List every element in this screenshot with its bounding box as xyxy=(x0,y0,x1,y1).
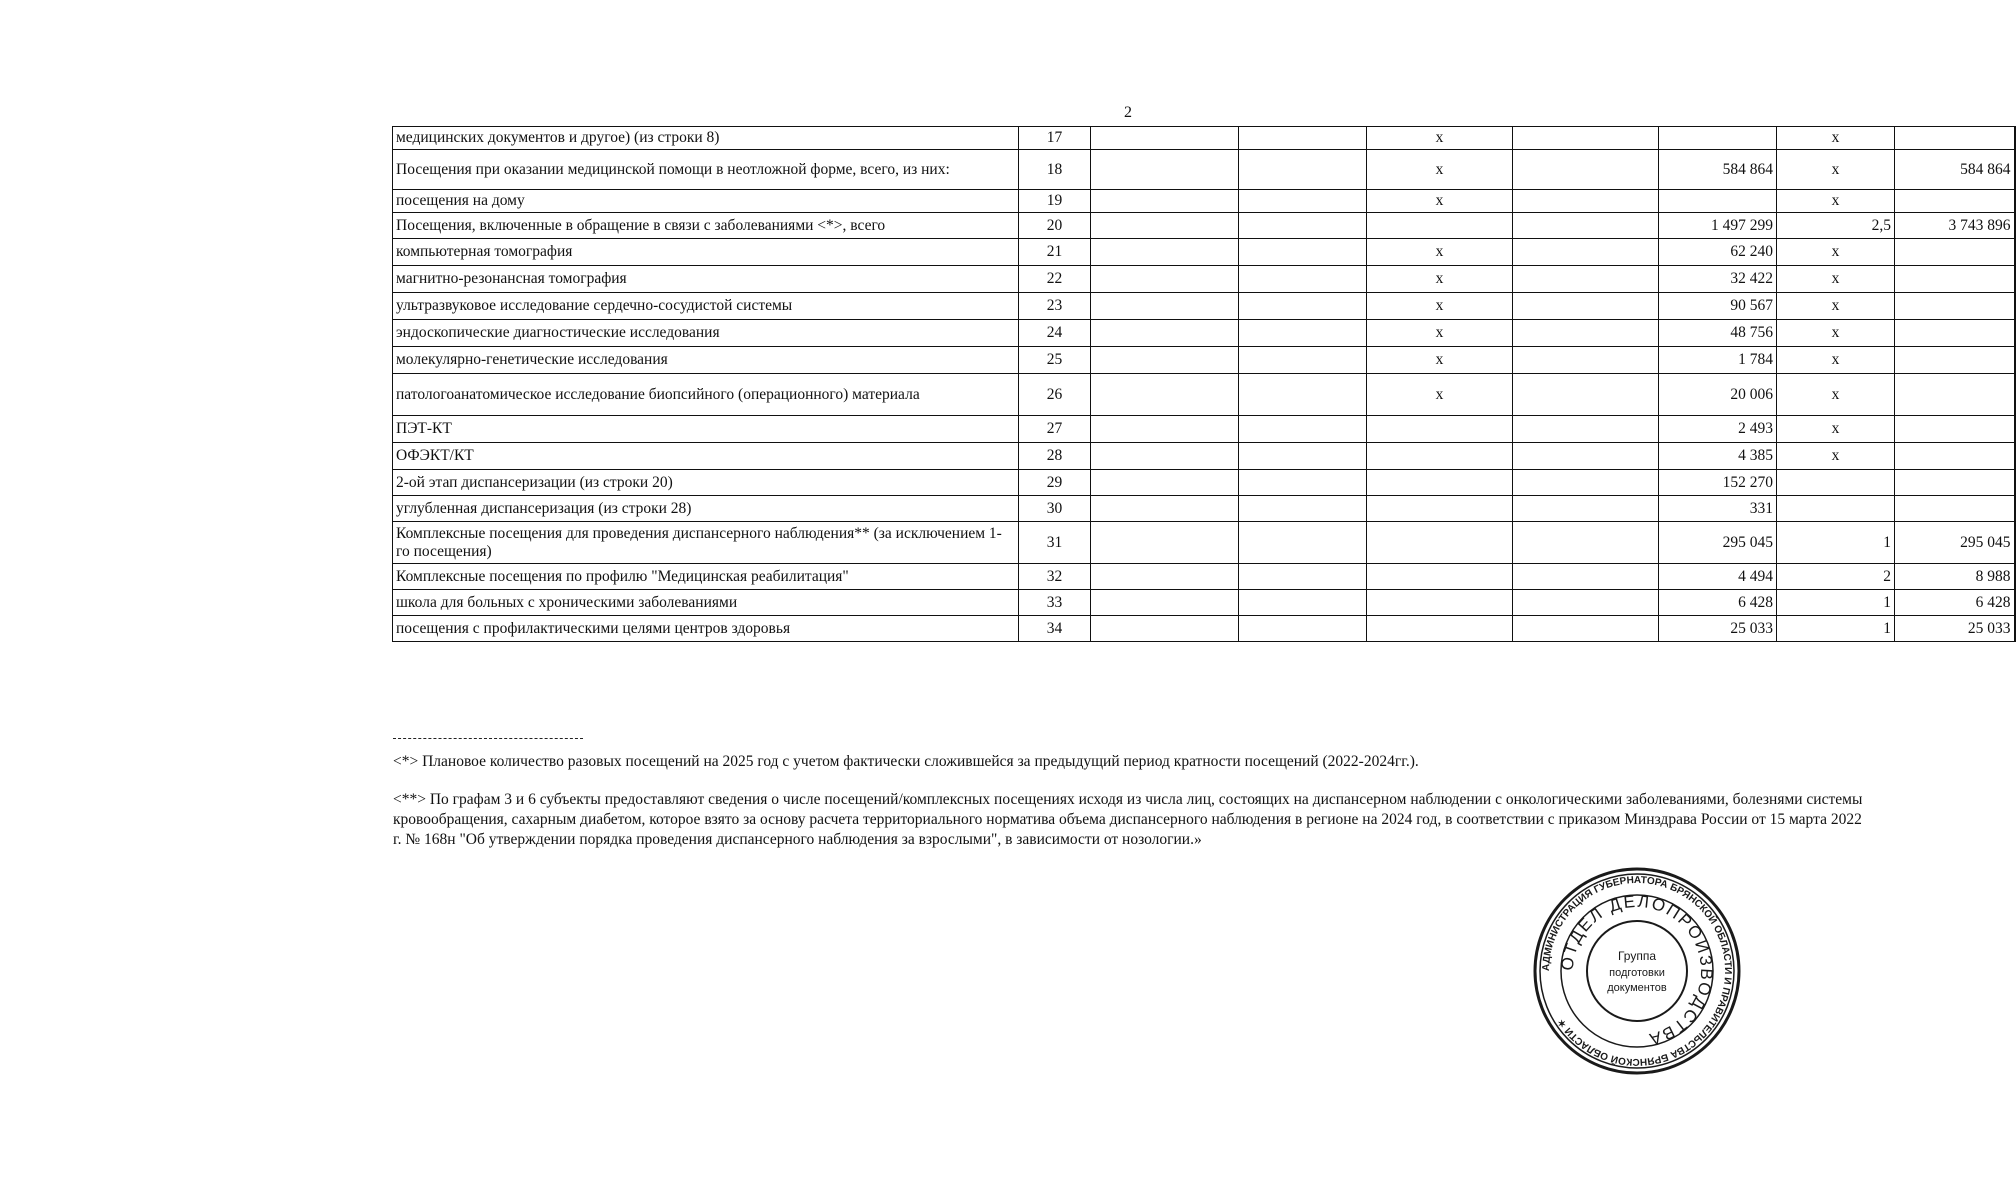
cell-col-3: х xyxy=(1367,190,1513,213)
table-row xyxy=(393,150,2015,190)
row-label: школа для больных с хроническими заболеваниями xyxy=(393,590,1019,616)
footnote-separator xyxy=(393,738,583,739)
cell-col-5: 584 864 xyxy=(1659,150,1777,190)
cell-col-2 xyxy=(1239,293,1367,320)
cell-col-4 xyxy=(1513,293,1659,320)
cell-col-4 xyxy=(1513,374,1659,416)
table-row xyxy=(393,347,2015,374)
cell-col-5: 48 756 xyxy=(1659,320,1777,347)
stamp-center-line-1: Группа xyxy=(1617,949,1657,963)
stamp-middle-text: ОТДЕЛ ДЕЛОПРОИЗВОДСТВА xyxy=(1557,891,1717,1050)
footnote-1: <*> Плановое количество разовых посещений на 2025 год с учетом фактически сложившейся за предыдущий период кратности посещений (2022-2024гг.). xyxy=(393,753,1419,770)
cell-col-5 xyxy=(1659,127,1777,150)
cell-col-5: 6 428 xyxy=(1659,590,1777,616)
row-label: Комплексные посещения для проведения диспансерного наблюдения** (за исключением 1-го посещения) xyxy=(393,522,1019,564)
table-row xyxy=(393,443,2015,470)
cell-col-3 xyxy=(1367,496,1513,522)
cell-col-6: х xyxy=(1777,239,1895,266)
cell-col-4 xyxy=(1513,443,1659,470)
table-row xyxy=(393,190,2015,213)
row-label: ультразвуковое исследование сердечно-сосудистой системы xyxy=(393,293,1019,320)
cell-col-6: х xyxy=(1777,266,1895,293)
table-row xyxy=(393,374,2015,416)
data-table xyxy=(392,126,2016,642)
table-row xyxy=(393,239,2015,266)
row-number: 19 xyxy=(1019,190,1091,213)
row-label: посещения на дому xyxy=(393,190,1019,213)
cell-col-3 xyxy=(1367,443,1513,470)
cell-col-7 xyxy=(1895,127,2015,150)
row-label: посещения с профилактическими целями центров здоровья xyxy=(393,616,1019,642)
table-row xyxy=(393,127,2015,150)
cell-col-7 xyxy=(1895,293,2015,320)
cell-col-3 xyxy=(1367,590,1513,616)
cell-col-5: 62 240 xyxy=(1659,239,1777,266)
table-row xyxy=(393,616,2015,642)
cell-col-4 xyxy=(1513,347,1659,374)
cell-col-6: х xyxy=(1777,320,1895,347)
cell-col-3: х xyxy=(1367,374,1513,416)
cell-col-5: 1 784 xyxy=(1659,347,1777,374)
row-number: 23 xyxy=(1019,293,1091,320)
row-number: 26 xyxy=(1019,374,1091,416)
cell-col-4 xyxy=(1513,590,1659,616)
row-label: ПЭТ-КТ xyxy=(393,416,1019,443)
table-row xyxy=(393,293,2015,320)
cell-col-6: 1 xyxy=(1777,522,1895,564)
cell-col-5: 4 494 xyxy=(1659,564,1777,590)
row-number: 25 xyxy=(1019,347,1091,374)
cell-col-6: х xyxy=(1777,127,1895,150)
cell-col-4 xyxy=(1513,213,1659,239)
cell-col-6: х xyxy=(1777,416,1895,443)
official-stamp xyxy=(1532,866,1742,1076)
cell-col-7 xyxy=(1895,190,2015,213)
cell-col-1 xyxy=(1091,374,1239,416)
cell-col-1 xyxy=(1091,616,1239,642)
table-row xyxy=(393,496,2015,522)
cell-col-2 xyxy=(1239,496,1367,522)
cell-col-7 xyxy=(1895,347,2015,374)
cell-col-7 xyxy=(1895,320,2015,347)
cell-col-4 xyxy=(1513,320,1659,347)
stamp-outer-text: АДМИНИСТРАЦИЯ ГУБЕРНАТОРА БРЯНСКОЙ ОБЛАСТИ И ПРАВИТЕЛЬСТВА БРЯНСКОЙ ОБЛАСТИ ✶ xyxy=(1540,874,1734,1068)
cell-col-7: 3 743 896 xyxy=(1895,213,2015,239)
cell-col-1 xyxy=(1091,470,1239,496)
row-number: 24 xyxy=(1019,320,1091,347)
cell-col-3 xyxy=(1367,213,1513,239)
cell-col-4 xyxy=(1513,470,1659,496)
cell-col-6: х xyxy=(1777,347,1895,374)
row-label: Посещения при оказании медицинской помощи в неотложной форме, всего, из них: xyxy=(393,150,1019,190)
row-label: Комплексные посещения по профилю "Медицинская реабилитация" xyxy=(393,564,1019,590)
row-number: 29 xyxy=(1019,470,1091,496)
cell-col-1 xyxy=(1091,590,1239,616)
cell-col-4 xyxy=(1513,190,1659,213)
row-number: 27 xyxy=(1019,416,1091,443)
cell-col-3 xyxy=(1367,522,1513,564)
cell-col-5: 4 385 xyxy=(1659,443,1777,470)
cell-col-6: х xyxy=(1777,374,1895,416)
stamp-center-line-2: подготовки xyxy=(1609,967,1665,979)
table-body xyxy=(393,127,2015,642)
cell-col-2 xyxy=(1239,127,1367,150)
row-label: компьютерная томография xyxy=(393,239,1019,266)
cell-col-2 xyxy=(1239,239,1367,266)
cell-col-3 xyxy=(1367,564,1513,590)
cell-col-2 xyxy=(1239,213,1367,239)
cell-col-6: х xyxy=(1777,293,1895,320)
table-row xyxy=(393,564,2015,590)
row-label: ОФЭКТ/КТ xyxy=(393,443,1019,470)
cell-col-3: х xyxy=(1367,293,1513,320)
cell-col-7: 25 033 xyxy=(1895,616,2015,642)
cell-col-3: х xyxy=(1367,347,1513,374)
cell-col-6: 2,5 xyxy=(1777,213,1895,239)
cell-col-1 xyxy=(1091,127,1239,150)
row-label: магнитно-резонансная томография xyxy=(393,266,1019,293)
cell-col-4 xyxy=(1513,522,1659,564)
cell-col-1 xyxy=(1091,293,1239,320)
row-label: патологоанатомическое исследование биопсийного (операционного) материала xyxy=(393,374,1019,416)
cell-col-2 xyxy=(1239,590,1367,616)
cell-col-1 xyxy=(1091,150,1239,190)
cell-col-2 xyxy=(1239,522,1367,564)
cell-col-7 xyxy=(1895,496,2015,522)
cell-col-6 xyxy=(1777,496,1895,522)
cell-col-1 xyxy=(1091,416,1239,443)
cell-col-1 xyxy=(1091,564,1239,590)
cell-col-2 xyxy=(1239,443,1367,470)
row-number: 18 xyxy=(1019,150,1091,190)
cell-col-6: х xyxy=(1777,190,1895,213)
cell-col-5: 2 493 xyxy=(1659,416,1777,443)
cell-col-1 xyxy=(1091,522,1239,564)
cell-col-5 xyxy=(1659,190,1777,213)
cell-col-2 xyxy=(1239,347,1367,374)
row-label: Посещения, включенные в обращение в связи с заболеваниями <*>, всего xyxy=(393,213,1019,239)
cell-col-2 xyxy=(1239,416,1367,443)
cell-col-2 xyxy=(1239,616,1367,642)
cell-col-5: 90 567 xyxy=(1659,293,1777,320)
row-label: молекулярно-генетические исследования xyxy=(393,347,1019,374)
cell-col-4 xyxy=(1513,239,1659,266)
cell-col-3 xyxy=(1367,416,1513,443)
stamp-center-line-3: документов xyxy=(1607,982,1667,994)
table-row xyxy=(393,266,2015,293)
row-label: медицинских документов и другое) (из строки 8) xyxy=(393,127,1019,150)
cell-col-5: 20 006 xyxy=(1659,374,1777,416)
row-number: 20 xyxy=(1019,213,1091,239)
cell-col-6: х xyxy=(1777,150,1895,190)
cell-col-5: 1 497 299 xyxy=(1659,213,1777,239)
cell-col-2 xyxy=(1239,374,1367,416)
cell-col-4 xyxy=(1513,127,1659,150)
cell-col-3: х xyxy=(1367,320,1513,347)
cell-col-7 xyxy=(1895,374,2015,416)
cell-col-1 xyxy=(1091,266,1239,293)
cell-col-3: х xyxy=(1367,266,1513,293)
cell-col-1 xyxy=(1091,239,1239,266)
row-number: 22 xyxy=(1019,266,1091,293)
cell-col-7: 584 864 xyxy=(1895,150,2015,190)
row-number: 30 xyxy=(1019,496,1091,522)
row-number: 34 xyxy=(1019,616,1091,642)
table-row xyxy=(393,213,2015,239)
table-row xyxy=(393,320,2015,347)
row-number: 28 xyxy=(1019,443,1091,470)
cell-col-5: 152 270 xyxy=(1659,470,1777,496)
cell-col-7 xyxy=(1895,416,2015,443)
cell-col-5: 331 xyxy=(1659,496,1777,522)
cell-col-3: х xyxy=(1367,127,1513,150)
cell-col-7 xyxy=(1895,443,2015,470)
cell-col-4 xyxy=(1513,496,1659,522)
cell-col-2 xyxy=(1239,266,1367,293)
table-row xyxy=(393,590,2015,616)
cell-col-3: х xyxy=(1367,150,1513,190)
cell-col-4 xyxy=(1513,266,1659,293)
row-label: эндоскопические диагностические исследования xyxy=(393,320,1019,347)
row-number: 21 xyxy=(1019,239,1091,266)
cell-col-1 xyxy=(1091,496,1239,522)
cell-col-1 xyxy=(1091,190,1239,213)
cell-col-6: 2 xyxy=(1777,564,1895,590)
cell-col-3: х xyxy=(1367,239,1513,266)
cell-col-4 xyxy=(1513,616,1659,642)
cell-col-5: 295 045 xyxy=(1659,522,1777,564)
cell-col-7: 6 428 xyxy=(1895,590,2015,616)
cell-col-3 xyxy=(1367,470,1513,496)
cell-col-6: х xyxy=(1777,443,1895,470)
table-row xyxy=(393,416,2015,443)
cell-col-1 xyxy=(1091,443,1239,470)
cell-col-2 xyxy=(1239,190,1367,213)
row-number: 32 xyxy=(1019,564,1091,590)
cell-col-5: 25 033 xyxy=(1659,616,1777,642)
cell-col-3 xyxy=(1367,616,1513,642)
cell-col-1 xyxy=(1091,213,1239,239)
cell-col-6: 1 xyxy=(1777,616,1895,642)
cell-col-1 xyxy=(1091,320,1239,347)
cell-col-1 xyxy=(1091,347,1239,374)
footnote-2: <**> По графам 3 и 6 субъекты предоставляют сведения о числе посещений/комплексных посещениях исходя из числа лиц, состоящих на диспансерном наблюдении с онкологическими заболеваниями, болезнями системы кровообращения, сахарным диабетом, которое взято за основу расчета территориального норматива объема диспансерного наблюдения в регионе на 2024 год, в соответствии с приказом Минздрава России от 15 марта 2022 г. № 168н "Об утверждении порядка проведения диспансерного наблюдения за взрослыми", в зависимости от нозологии.» xyxy=(393,791,1863,848)
cell-col-7 xyxy=(1895,266,2015,293)
cell-col-7: 295 045 xyxy=(1895,522,2015,564)
cell-col-5: 32 422 xyxy=(1659,266,1777,293)
table-row xyxy=(393,522,2015,564)
row-label: 2-ой этап диспансеризации (из строки 20) xyxy=(393,470,1019,496)
row-number: 17 xyxy=(1019,127,1091,150)
cell-col-4 xyxy=(1513,564,1659,590)
cell-col-7: 8 988 xyxy=(1895,564,2015,590)
cell-col-6: 1 xyxy=(1777,590,1895,616)
row-label: углубленная диспансеризация (из строки 28) xyxy=(393,496,1019,522)
cell-col-2 xyxy=(1239,470,1367,496)
cell-col-4 xyxy=(1513,150,1659,190)
row-number: 31 xyxy=(1019,522,1091,564)
cell-col-7 xyxy=(1895,239,2015,266)
table-row xyxy=(393,470,2015,496)
cell-col-4 xyxy=(1513,416,1659,443)
row-number: 33 xyxy=(1019,590,1091,616)
cell-col-6 xyxy=(1777,470,1895,496)
cell-col-2 xyxy=(1239,564,1367,590)
cell-col-2 xyxy=(1239,150,1367,190)
cell-col-2 xyxy=(1239,320,1367,347)
cell-col-7 xyxy=(1895,470,2015,496)
page-number: 2 xyxy=(1124,104,1132,121)
